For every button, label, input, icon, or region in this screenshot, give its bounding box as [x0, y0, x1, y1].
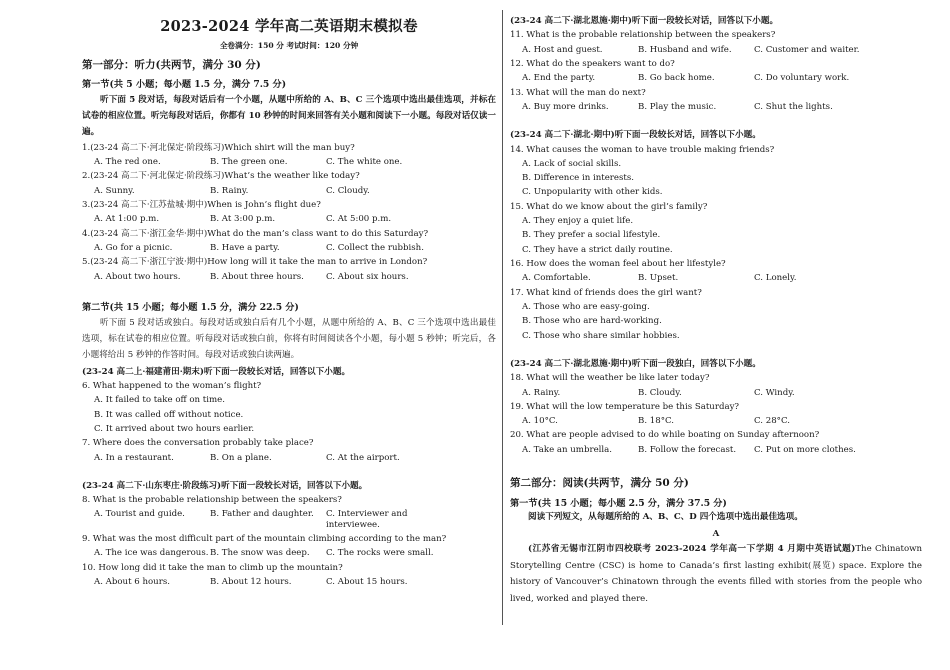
passage-a	[510, 541, 922, 608]
part2-instructions: 阅读下列短文，从每题所给的 A、B、C、D 四个选项中选出最佳选项。	[528, 511, 803, 522]
option-b: B. On a plane.	[210, 452, 272, 463]
option-b: B. Go back home.	[638, 73, 715, 84]
passage-source: (江苏省无锡市江阴市四校联考 2023-2024 学年高一下学期 4 月期中英语试题)	[528, 543, 856, 554]
option-a: A. Tourist and guide.	[94, 509, 185, 520]
option-b: B. Play the music.	[638, 101, 717, 112]
option-b: B. At 3:00 p.m.	[210, 214, 276, 225]
option-a: A. End the party.	[522, 73, 596, 84]
question-15-option-c: C. They have a strict daily routine.	[522, 244, 673, 255]
question-8-options	[82, 509, 496, 530]
question-6: 6. What happened to the woman’s flight?	[82, 380, 262, 391]
option-a: A. Comfortable.	[522, 273, 591, 284]
left-column	[82, 0, 496, 587]
option-a: A. In a restaurant.	[94, 452, 174, 463]
question-14-option-b: B. Difference in interests.	[522, 173, 635, 184]
option-a: A. The red one.	[94, 157, 161, 168]
group1-heading: (23-24 高二上·福建莆田·期末)听下面一段较长对话，回答以下小题。	[82, 366, 351, 377]
option-b: B. Cloudy.	[638, 387, 682, 398]
question-7-options	[82, 453, 496, 463]
option-b: B. Upset.	[638, 273, 679, 284]
option-c: C. Do voluntary work.	[754, 73, 850, 84]
option-b: B. About 12 hours.	[210, 577, 292, 587]
question-1-options	[82, 157, 496, 167]
question-5: 5.(23-24 高二下·浙江宁波·期中)How long will it take the man to arrive in London?	[82, 257, 428, 268]
question-4: 4.(23-24 高二下·浙江金华·期中)What do the man’s class want to do this Saturday?	[82, 228, 429, 239]
question-9-options	[82, 548, 496, 558]
option-c: C. Collect the rubbish.	[326, 242, 424, 253]
question-15-option-a: A. They enjoy a quiet life.	[522, 216, 634, 227]
part2-heading: 第二部分：阅读(共两节，满分 50 分)	[510, 477, 689, 490]
part1-heading: 第一部分：听力(共两节，满分 30 分)	[82, 58, 261, 71]
option-b: B. The snow was deep.	[210, 548, 310, 559]
option-b: B. Rainy.	[210, 185, 249, 196]
column-divider	[502, 10, 503, 625]
option-a: A. Host and guest.	[522, 44, 603, 55]
option-c: C. Windy.	[754, 387, 795, 398]
question-18-options	[510, 388, 922, 398]
question-20: 20. What are people advised to do while boating on Sunday afternoon?	[510, 430, 820, 441]
question-7: 7. Where does the conversation probably take place?	[82, 438, 314, 449]
question-13-options	[510, 102, 922, 112]
question-12-options	[510, 73, 922, 83]
section1-instructions: 听下面 5 段对话，每段对话后有一个小题，从题中所给的 A、B、C 三个选项中选出最佳选项，并标在试卷的相应位置。听完每段对话后，你都有 10 秒钟的时间来回答有关小题和阅读下一小题。每段对话仅读一遍。	[82, 95, 496, 137]
option-c: C. About 15 hours.	[326, 577, 408, 587]
question-3: 3.(23-24 高二下·江苏盐城·期中)When is John’s flight due?	[82, 200, 321, 211]
question-17-option-c: C. Those who share similar hobbies.	[522, 330, 680, 341]
right-column	[510, 0, 922, 608]
option-b: B. Follow the forecast.	[638, 444, 737, 455]
question-10-options	[82, 577, 496, 587]
option-c: C. The rocks were small.	[326, 548, 434, 559]
option-c: C. About six hours.	[326, 271, 409, 282]
question-8: 8. What is the probable relationship between the speakers?	[82, 495, 342, 506]
question-12: 12. What do the speakers want to do?	[510, 58, 675, 69]
question-14-option-c: C. Unpopularity with other kids.	[522, 187, 663, 198]
option-c: C. Interviewer and interviewee.	[326, 509, 408, 530]
option-c: C. At 5:00 p.m.	[326, 214, 392, 225]
passage-text: The Chinatown Storytelling Centre (CSC) is home to Canada’s first lasting exhibit(展览) space. Explore the history of Vancouver’s Chinatown through the events filled with stories from the people who lived, worked and played there.	[510, 543, 923, 605]
option-c: C. The white one.	[326, 157, 403, 168]
question-6-option-a: A. It failed to take off on time.	[94, 395, 225, 406]
option-c: C. Put on more clothes.	[754, 444, 856, 455]
option-c: C. Customer and waiter.	[754, 44, 860, 55]
question-11-options	[510, 45, 922, 55]
option-b: B. 18°C.	[638, 416, 675, 427]
option-c: C. Cloudy.	[326, 185, 370, 196]
question-10: 10. How long did it take the man to climb up the mountain?	[82, 562, 343, 573]
option-b: B. About three hours.	[210, 271, 304, 282]
group4-heading: (23-24 高二下·湖北·期中)听下面一段较长对话，回答以下小题。	[510, 130, 761, 141]
question-20-options	[510, 445, 922, 455]
option-b: B. Father and daughter.	[210, 509, 314, 520]
question-11: 11. What is the probable relationship between the speakers?	[510, 30, 776, 41]
section2-instructions: 听下面 5 段对话或独白。每段对话或独白后有几个小题，从题中所给的 A、B、C 三个选项中选出最佳选项，标在试卷的相应位置。听每段对话或独白前，你将有时间阅读各个小题，每小题 5 秒钟；听完后，各小题将给出 5 秒钟的作答时间。每段对话或独白读两遍。	[82, 317, 496, 360]
option-a: A. Buy more drinks.	[522, 101, 609, 112]
option-a: A. About 6 hours.	[94, 577, 170, 587]
option-c: C. Lonely.	[754, 273, 797, 284]
option-a: A. About two hours.	[94, 271, 181, 282]
question-4-options	[82, 243, 496, 253]
question-6-option-b: B. It was called off without notice.	[94, 409, 244, 420]
question-16-options	[510, 273, 922, 283]
option-c: C. 28°C.	[754, 416, 790, 427]
option-c: C. At the airport.	[326, 452, 400, 463]
question-17-option-b: B. Those who are hard-working.	[522, 316, 662, 327]
question-13: 13. What will the man do next?	[510, 87, 646, 98]
option-c: C. Shut the lights.	[754, 101, 833, 112]
option-b: B. Husband and wife.	[638, 44, 732, 55]
option-b: B. Have a party.	[210, 242, 280, 253]
question-6-option-c: C. It arrived about two hours earlier.	[94, 423, 255, 434]
question-17-option-a: A. Those who are easy-going.	[522, 301, 650, 312]
option-a: A. Sunny.	[94, 185, 135, 196]
question-15: 15. What do we know about the girl’s family?	[510, 201, 708, 212]
group3-heading: (23-24 高二下·湖北恩施·期中)听下面一段较长对话，回答以下小题。	[510, 16, 779, 26]
question-15-option-b: B. They prefer a social lifestyle.	[522, 230, 661, 241]
option-a: A. At 1:00 p.m.	[94, 214, 160, 225]
group2-heading: (23-24 高二下·山东枣庄·阶段练习)听下面一段较长对话，回答以下小题。	[82, 480, 368, 491]
question-16: 16. How does the woman feel about her lifestyle?	[510, 259, 726, 269]
question-18: 18. What will the weather be like later today?	[510, 373, 710, 384]
group5-heading: (23-24 高二下·湖北恩施·期中)听下面一段独白，回答以下小题。	[510, 358, 761, 369]
question-2: 2.(23-24 高二下·河北保定·阶段练习)What’s the weather like today?	[82, 171, 360, 182]
option-a: A. Take an umbrella.	[522, 444, 613, 455]
page-title: 2023-2024 学年高二英语期末模拟卷	[160, 18, 418, 35]
question-9: 9. What was the most difficult part of the mountain climbing according to the man?	[82, 534, 447, 545]
option-a: A. Rainy.	[522, 387, 561, 398]
option-a: A. Go for a picnic.	[94, 242, 173, 253]
question-5-options	[82, 272, 496, 282]
question-14: 14. What causes the woman to have trouble making friends?	[510, 144, 775, 155]
question-19: 19. What will the low temperature be this Saturday?	[510, 401, 740, 412]
question-14-option-a: A. Lack of social skills.	[522, 158, 622, 169]
question-3-options	[82, 214, 496, 224]
question-17: 17. What kind of friends does the girl want?	[510, 287, 702, 298]
question-19-options	[510, 416, 922, 426]
section1-heading: 第一节(共 5 小题；每小题 1.5 分，满分 7.5 分)	[82, 79, 287, 91]
option-a: A. 10°C.	[522, 416, 558, 427]
section2-heading: 第二节(共 15 小题；每小题 1.5 分，满分 22.5 分)	[82, 301, 299, 313]
exam-info: 全卷满分：150 分 考试时间：120 分钟	[219, 41, 359, 51]
part2-section1-heading: 第一节(共 15 小题；每小题 2.5 分，满分 37.5 分)	[510, 497, 727, 509]
passage-label: A	[712, 528, 720, 539]
question-1: 1.(23-24 高二下·河北保定·阶段练习)Which shirt will the man buy?	[82, 142, 355, 153]
option-b: B. The green one.	[210, 157, 288, 168]
question-2-options	[82, 186, 496, 196]
option-a: A. The ice was dangerous.	[94, 548, 209, 559]
